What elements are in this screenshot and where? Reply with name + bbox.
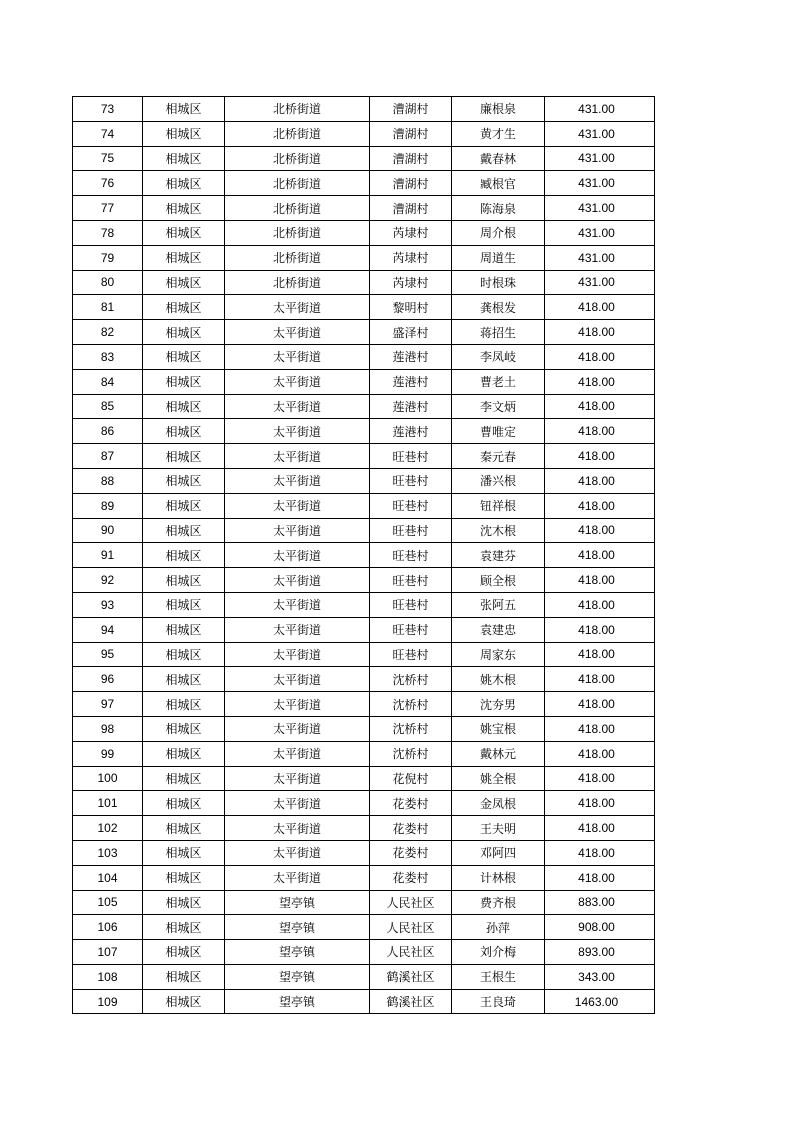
row-number: 89 <box>73 493 143 518</box>
table-row <box>73 245 655 270</box>
table-row <box>73 444 655 469</box>
amount-cell: 431.00 <box>545 121 655 146</box>
table-row <box>73 121 655 146</box>
district-cell: 相城区 <box>143 642 225 667</box>
district-cell: 相城区 <box>143 245 225 270</box>
street-cell: 太平街道 <box>225 493 370 518</box>
village-cell: 漕湖村 <box>370 146 452 171</box>
street-cell: 北桥街道 <box>225 220 370 245</box>
table-row <box>73 320 655 345</box>
name-cell: 潘兴根 <box>452 468 545 493</box>
village-cell: 芮埭村 <box>370 270 452 295</box>
street-cell: 太平街道 <box>225 865 370 890</box>
street-cell: 北桥街道 <box>225 97 370 122</box>
amount-cell: 418.00 <box>545 791 655 816</box>
district-cell: 相城区 <box>143 344 225 369</box>
name-cell: 周介根 <box>452 220 545 245</box>
village-cell: 旺巷村 <box>370 642 452 667</box>
street-cell: 北桥街道 <box>225 245 370 270</box>
district-cell: 相城区 <box>143 592 225 617</box>
amount-cell: 1463.00 <box>545 989 655 1014</box>
village-cell: 鹤溪社区 <box>370 989 452 1014</box>
amount-cell: 418.00 <box>545 667 655 692</box>
name-cell: 廉根泉 <box>452 97 545 122</box>
row-number: 108 <box>73 964 143 989</box>
street-cell: 太平街道 <box>225 518 370 543</box>
name-cell: 袁建忠 <box>452 617 545 642</box>
street-cell: 太平街道 <box>225 543 370 568</box>
table-row <box>73 964 655 989</box>
street-cell: 太平街道 <box>225 320 370 345</box>
village-cell: 花倪村 <box>370 766 452 791</box>
amount-cell: 418.00 <box>545 865 655 890</box>
amount-cell: 418.00 <box>545 394 655 419</box>
table-row <box>73 270 655 295</box>
village-cell: 漕湖村 <box>370 97 452 122</box>
district-cell: 相城区 <box>143 171 225 196</box>
row-number: 91 <box>73 543 143 568</box>
village-cell: 黎明村 <box>370 295 452 320</box>
amount-cell: 418.00 <box>545 444 655 469</box>
row-number: 107 <box>73 940 143 965</box>
street-cell: 太平街道 <box>225 667 370 692</box>
district-cell: 相城区 <box>143 791 225 816</box>
village-cell: 沈桥村 <box>370 692 452 717</box>
amount-cell: 431.00 <box>545 196 655 221</box>
amount-cell: 431.00 <box>545 97 655 122</box>
amount-cell: 343.00 <box>545 964 655 989</box>
district-cell: 相城区 <box>143 394 225 419</box>
village-cell: 漕湖村 <box>370 121 452 146</box>
row-number: 99 <box>73 741 143 766</box>
name-cell: 戴林元 <box>452 741 545 766</box>
district-cell: 相城区 <box>143 468 225 493</box>
village-cell: 人民社区 <box>370 915 452 940</box>
table-row <box>73 468 655 493</box>
name-cell: 姚宝根 <box>452 716 545 741</box>
village-cell: 芮埭村 <box>370 220 452 245</box>
street-cell: 太平街道 <box>225 766 370 791</box>
amount-cell: 893.00 <box>545 940 655 965</box>
village-cell: 旺巷村 <box>370 543 452 568</box>
name-cell: 费齐根 <box>452 890 545 915</box>
village-cell: 莲港村 <box>370 419 452 444</box>
amount-cell: 418.00 <box>545 320 655 345</box>
row-number: 80 <box>73 270 143 295</box>
street-cell: 太平街道 <box>225 617 370 642</box>
amount-cell: 418.00 <box>545 840 655 865</box>
street-cell: 太平街道 <box>225 444 370 469</box>
row-number: 86 <box>73 419 143 444</box>
district-cell: 相城区 <box>143 890 225 915</box>
name-cell: 蒋招生 <box>452 320 545 345</box>
table-row <box>73 865 655 890</box>
village-cell: 旺巷村 <box>370 617 452 642</box>
name-cell: 邓阿四 <box>452 840 545 865</box>
row-number: 103 <box>73 840 143 865</box>
row-number: 95 <box>73 642 143 667</box>
street-cell: 太平街道 <box>225 419 370 444</box>
district-cell: 相城区 <box>143 716 225 741</box>
district-cell: 相城区 <box>143 146 225 171</box>
village-cell: 旺巷村 <box>370 468 452 493</box>
table-row <box>73 543 655 568</box>
district-cell: 相城区 <box>143 518 225 543</box>
amount-cell: 418.00 <box>545 295 655 320</box>
row-number: 82 <box>73 320 143 345</box>
table-row <box>73 890 655 915</box>
table-row <box>73 642 655 667</box>
district-cell: 相城区 <box>143 667 225 692</box>
name-cell: 龚根发 <box>452 295 545 320</box>
table-row <box>73 295 655 320</box>
district-cell: 相城区 <box>143 741 225 766</box>
row-number: 105 <box>73 890 143 915</box>
village-cell: 旺巷村 <box>370 444 452 469</box>
table-row <box>73 220 655 245</box>
table-body <box>73 97 655 1014</box>
row-number: 73 <box>73 97 143 122</box>
name-cell: 姚木根 <box>452 667 545 692</box>
village-cell: 沈桥村 <box>370 716 452 741</box>
village-cell: 芮埭村 <box>370 245 452 270</box>
table-row <box>73 493 655 518</box>
street-cell: 望亭镇 <box>225 915 370 940</box>
row-number: 97 <box>73 692 143 717</box>
table-row <box>73 592 655 617</box>
row-number: 84 <box>73 369 143 394</box>
amount-cell: 431.00 <box>545 146 655 171</box>
village-cell: 花娄村 <box>370 865 452 890</box>
amount-cell: 418.00 <box>545 642 655 667</box>
district-cell: 相城区 <box>143 270 225 295</box>
name-cell: 秦元春 <box>452 444 545 469</box>
district-cell: 相城区 <box>143 989 225 1014</box>
district-cell: 相城区 <box>143 121 225 146</box>
table-row <box>73 419 655 444</box>
row-number: 77 <box>73 196 143 221</box>
street-cell: 北桥街道 <box>225 196 370 221</box>
amount-cell: 418.00 <box>545 468 655 493</box>
name-cell: 周道生 <box>452 245 545 270</box>
name-cell: 刘介梅 <box>452 940 545 965</box>
village-cell: 沈桥村 <box>370 741 452 766</box>
name-cell: 戴春林 <box>452 146 545 171</box>
table-row <box>73 518 655 543</box>
village-cell: 人民社区 <box>370 890 452 915</box>
street-cell: 北桥街道 <box>225 171 370 196</box>
village-cell: 旺巷村 <box>370 568 452 593</box>
table-row <box>73 97 655 122</box>
name-cell: 孙萍 <box>452 915 545 940</box>
row-number: 75 <box>73 146 143 171</box>
table-row <box>73 667 655 692</box>
name-cell: 李文炳 <box>452 394 545 419</box>
street-cell: 望亭镇 <box>225 989 370 1014</box>
amount-cell: 418.00 <box>545 518 655 543</box>
amount-cell: 418.00 <box>545 543 655 568</box>
district-cell: 相城区 <box>143 196 225 221</box>
street-cell: 望亭镇 <box>225 964 370 989</box>
row-number: 92 <box>73 568 143 593</box>
district-cell: 相城区 <box>143 940 225 965</box>
name-cell: 曹老土 <box>452 369 545 394</box>
table-row <box>73 568 655 593</box>
table-row <box>73 617 655 642</box>
table-row <box>73 766 655 791</box>
row-number: 106 <box>73 915 143 940</box>
table-row <box>73 146 655 171</box>
row-number: 94 <box>73 617 143 642</box>
name-cell: 顾全根 <box>452 568 545 593</box>
amount-cell: 418.00 <box>545 493 655 518</box>
row-number: 83 <box>73 344 143 369</box>
amount-cell: 418.00 <box>545 716 655 741</box>
village-cell: 花娄村 <box>370 816 452 841</box>
row-number: 101 <box>73 791 143 816</box>
name-cell: 王夫明 <box>452 816 545 841</box>
amount-cell: 883.00 <box>545 890 655 915</box>
village-cell: 旺巷村 <box>370 493 452 518</box>
village-cell: 鹤溪社区 <box>370 964 452 989</box>
village-cell: 人民社区 <box>370 940 452 965</box>
district-cell: 相城区 <box>143 97 225 122</box>
district-cell: 相城区 <box>143 568 225 593</box>
row-number: 100 <box>73 766 143 791</box>
street-cell: 太平街道 <box>225 568 370 593</box>
row-number: 93 <box>73 592 143 617</box>
village-cell: 漕湖村 <box>370 171 452 196</box>
village-cell: 花娄村 <box>370 840 452 865</box>
amount-cell: 431.00 <box>545 220 655 245</box>
name-cell: 周家东 <box>452 642 545 667</box>
district-cell: 相城区 <box>143 543 225 568</box>
data-table <box>72 96 655 1014</box>
row-number: 87 <box>73 444 143 469</box>
amount-cell: 431.00 <box>545 245 655 270</box>
street-cell: 太平街道 <box>225 468 370 493</box>
district-cell: 相城区 <box>143 295 225 320</box>
street-cell: 太平街道 <box>225 741 370 766</box>
amount-cell: 418.00 <box>545 617 655 642</box>
amount-cell: 418.00 <box>545 816 655 841</box>
street-cell: 北桥街道 <box>225 270 370 295</box>
name-cell: 金凤根 <box>452 791 545 816</box>
street-cell: 太平街道 <box>225 692 370 717</box>
row-number: 90 <box>73 518 143 543</box>
row-number: 81 <box>73 295 143 320</box>
street-cell: 望亭镇 <box>225 940 370 965</box>
table-row <box>73 741 655 766</box>
village-cell: 漕湖村 <box>370 196 452 221</box>
village-cell: 花娄村 <box>370 791 452 816</box>
street-cell: 太平街道 <box>225 394 370 419</box>
row-number: 79 <box>73 245 143 270</box>
district-cell: 相城区 <box>143 865 225 890</box>
street-cell: 太平街道 <box>225 716 370 741</box>
row-number: 74 <box>73 121 143 146</box>
row-number: 98 <box>73 716 143 741</box>
amount-cell: 418.00 <box>545 369 655 394</box>
row-number: 96 <box>73 667 143 692</box>
amount-cell: 431.00 <box>545 171 655 196</box>
amount-cell: 418.00 <box>545 741 655 766</box>
district-cell: 相城区 <box>143 692 225 717</box>
table-row <box>73 840 655 865</box>
name-cell: 臧根官 <box>452 171 545 196</box>
village-cell: 莲港村 <box>370 344 452 369</box>
name-cell: 沈夯男 <box>452 692 545 717</box>
street-cell: 北桥街道 <box>225 146 370 171</box>
district-cell: 相城区 <box>143 766 225 791</box>
street-cell: 太平街道 <box>225 369 370 394</box>
street-cell: 太平街道 <box>225 816 370 841</box>
street-cell: 太平街道 <box>225 592 370 617</box>
row-number: 102 <box>73 816 143 841</box>
table-row <box>73 791 655 816</box>
row-number: 76 <box>73 171 143 196</box>
name-cell: 李凤岐 <box>452 344 545 369</box>
amount-cell: 431.00 <box>545 270 655 295</box>
district-cell: 相城区 <box>143 444 225 469</box>
table-row <box>73 394 655 419</box>
name-cell: 王根生 <box>452 964 545 989</box>
district-cell: 相城区 <box>143 964 225 989</box>
amount-cell: 418.00 <box>545 568 655 593</box>
name-cell: 袁建芬 <box>452 543 545 568</box>
amount-cell: 908.00 <box>545 915 655 940</box>
table-row <box>73 716 655 741</box>
table-row <box>73 816 655 841</box>
village-cell: 旺巷村 <box>370 518 452 543</box>
district-cell: 相城区 <box>143 369 225 394</box>
name-cell: 时根珠 <box>452 270 545 295</box>
amount-cell: 418.00 <box>545 592 655 617</box>
table-row <box>73 344 655 369</box>
name-cell: 王良琦 <box>452 989 545 1014</box>
district-cell: 相城区 <box>143 493 225 518</box>
street-cell: 太平街道 <box>225 344 370 369</box>
amount-cell: 418.00 <box>545 419 655 444</box>
name-cell: 计林根 <box>452 865 545 890</box>
table-row <box>73 692 655 717</box>
street-cell: 太平街道 <box>225 295 370 320</box>
table-row <box>73 915 655 940</box>
amount-cell: 418.00 <box>545 692 655 717</box>
district-cell: 相城区 <box>143 617 225 642</box>
street-cell: 太平街道 <box>225 642 370 667</box>
district-cell: 相城区 <box>143 915 225 940</box>
name-cell: 黄才生 <box>452 121 545 146</box>
table-row <box>73 196 655 221</box>
row-number: 109 <box>73 989 143 1014</box>
name-cell: 沈木根 <box>452 518 545 543</box>
table-row <box>73 369 655 394</box>
street-cell: 望亭镇 <box>225 890 370 915</box>
name-cell: 曹唯定 <box>452 419 545 444</box>
district-cell: 相城区 <box>143 816 225 841</box>
village-cell: 盛泽村 <box>370 320 452 345</box>
village-cell: 沈桥村 <box>370 667 452 692</box>
name-cell: 钮祥根 <box>452 493 545 518</box>
district-cell: 相城区 <box>143 320 225 345</box>
amount-cell: 418.00 <box>545 344 655 369</box>
village-cell: 莲港村 <box>370 369 452 394</box>
row-number: 104 <box>73 865 143 890</box>
name-cell: 姚全根 <box>452 766 545 791</box>
row-number: 88 <box>73 468 143 493</box>
table-row <box>73 989 655 1014</box>
village-cell: 旺巷村 <box>370 592 452 617</box>
table-row <box>73 940 655 965</box>
row-number: 85 <box>73 394 143 419</box>
amount-cell: 418.00 <box>545 766 655 791</box>
street-cell: 太平街道 <box>225 840 370 865</box>
table-row <box>73 171 655 196</box>
street-cell: 太平街道 <box>225 791 370 816</box>
district-cell: 相城区 <box>143 840 225 865</box>
village-cell: 莲港村 <box>370 394 452 419</box>
street-cell: 北桥街道 <box>225 121 370 146</box>
district-cell: 相城区 <box>143 220 225 245</box>
name-cell: 张阿五 <box>452 592 545 617</box>
name-cell: 陈海泉 <box>452 196 545 221</box>
row-number: 78 <box>73 220 143 245</box>
district-cell: 相城区 <box>143 419 225 444</box>
